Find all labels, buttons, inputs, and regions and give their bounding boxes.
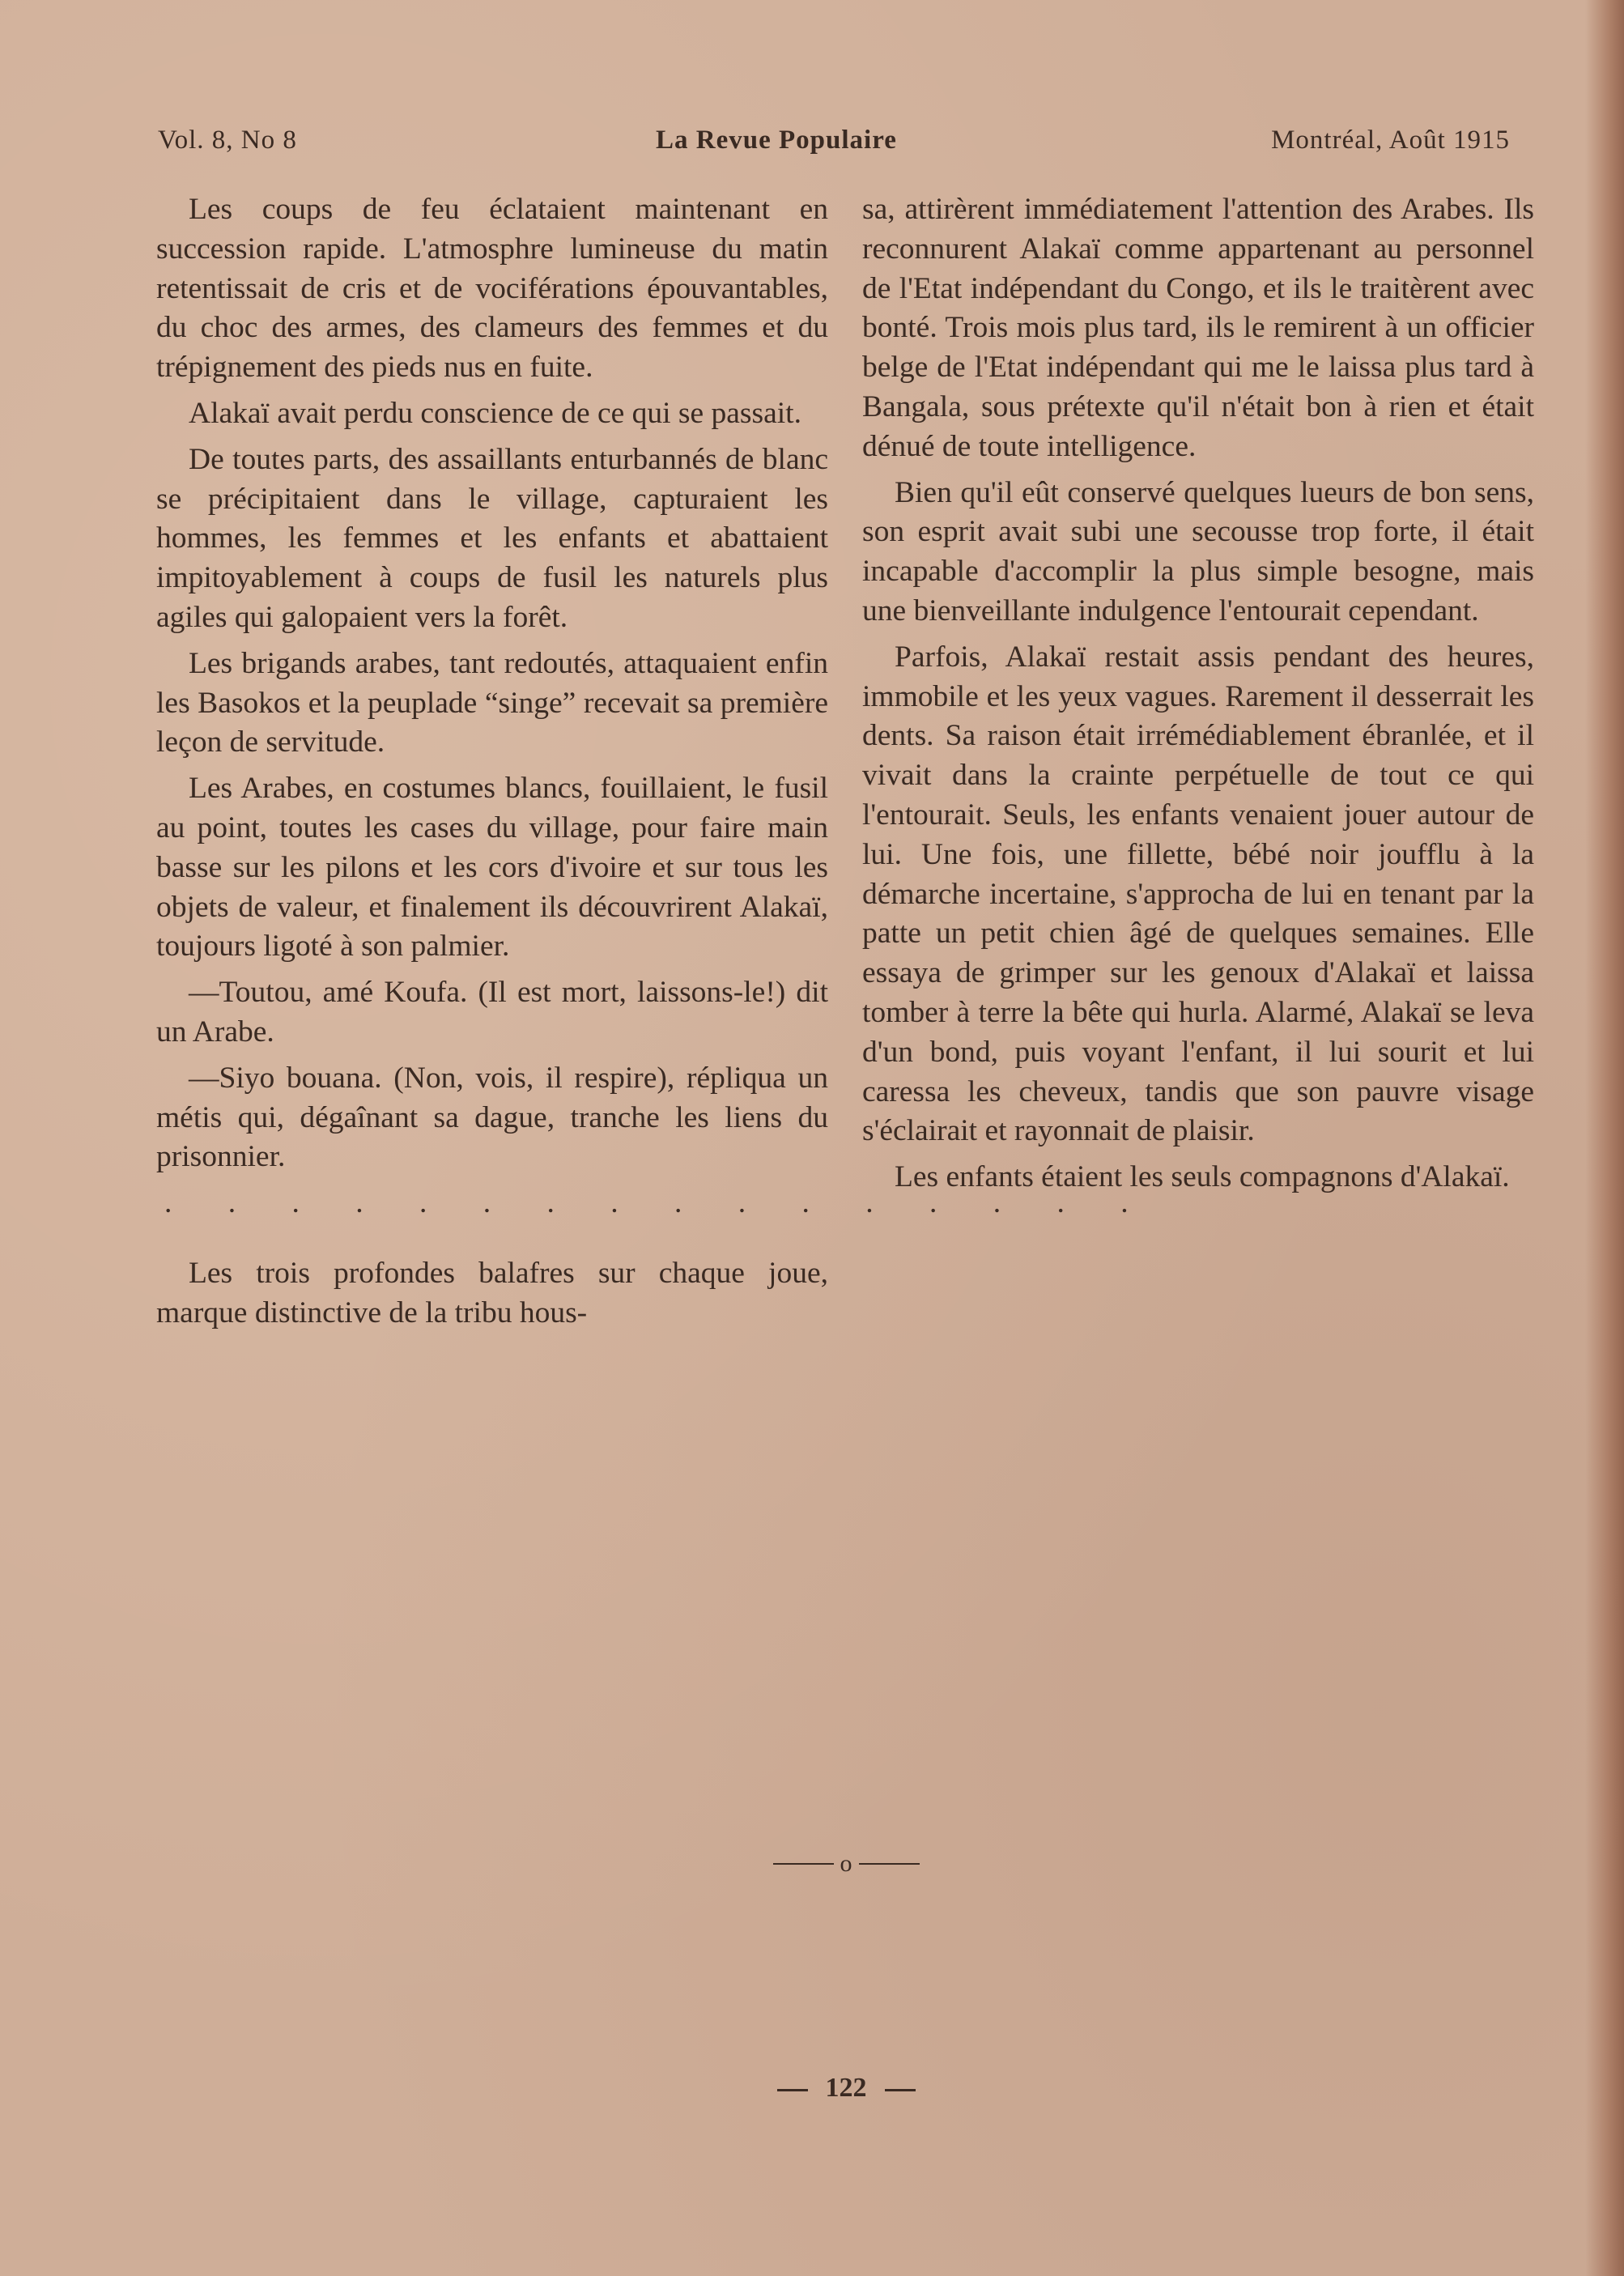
separator-line-right xyxy=(859,1863,920,1865)
paragraph: Les trois profondes balafres sur chaque joue, marque distinctive de la tribu hous- xyxy=(156,1256,828,1329)
left-column xyxy=(156,190,1153,1340)
publication-title: La Revue Populaire xyxy=(656,125,897,155)
paragraph: —Toutou, amé Koufa. (Il est mort, laissons-le!) dit un Arabe. xyxy=(156,976,828,1049)
paragraph: Les enfants étaient les seuls compagnons d'Alakaï. xyxy=(895,1160,1510,1194)
paragraph: De toutes parts, des assaillants enturbannés de blanc se précipitaient dans le village, capturaient les hommes, les femmes et les enfants et abattaient impitoyablement à coups de fusil les naturels plus agiles qui galopaient vers la forêt. xyxy=(156,442,828,634)
page-number-footer xyxy=(741,2073,951,2104)
page-number: 122 xyxy=(825,2073,867,2103)
separator-mark: o xyxy=(840,1850,852,1878)
place-date: Montréal, Août 1915 xyxy=(1271,125,1510,155)
right-column xyxy=(862,190,1534,1204)
page-edge-shadow xyxy=(1585,0,1624,2276)
dash-left xyxy=(777,2089,808,2091)
paragraph: Parfois, Alakaï restait assis pendant des heures, immobile et les yeux vagues. Rarement il desserrait les dents. Sa raison était irrémédiablement ébranlée, et il vivait dans la crainte perpétuelle de tout ce qui l'entourait. Seuls, les enfants venaient jouer autour de lui. Une fois, une fillette, bébé noir joufflu à la démarche incertaine, s'approcha de lui en tenant par la patte un petit chien âgé de quelques semaines. Elle essaya de grimper sur les genoux d'Alakaï et laissa tomber à terre la bête qui hurla. Alarmé, Alakaï se leva d'un bond, puis voyant l'enfant, il lui sourit et lui caressa les cheveux, tandis que son pauvre visage s'éclairait et rayonnait de plaisir. xyxy=(862,640,1534,1148)
paragraph: —Siyo bouana. (Non, vois, il respire), répliqua un métis qui, dégaînant sa dague, tranche les liens du prisonnier. xyxy=(156,1061,828,1174)
paragraph: Les coups de feu éclataient maintenant en succession rapide. L'atmosphre lumineuse du matin retentissait de cris et de vociférations épouvantables, du choc des armes, des clameurs des femmes et du trépignement des pieds nus en fuite. xyxy=(156,193,828,385)
volume-number: Vol. 8, No 8 xyxy=(158,125,297,155)
paragraph: Bien qu'il eût conservé quelques lueurs de bon sens, son esprit avait subi une secousse trop forte, il était incapable d'accomplir la plus simple besogne, mais une bienveillante indulgence l'entourait cependant. xyxy=(862,475,1534,627)
dash-right xyxy=(885,2089,916,2091)
section-break-dots: . . . . . . . . . . . . . . . . xyxy=(164,1186,1153,1220)
section-separator xyxy=(761,1848,931,1878)
paragraph: Les brigands arabes, tant redoutés, attaquaient enfin les Basokos et la peuplade “singe” recevait sa première leçon de servitude. xyxy=(156,646,828,759)
paragraph: Alakaï avait perdu conscience de ce qui se passait. xyxy=(189,396,801,430)
paragraph: sa, attirèrent immédiatement l'attention des Arabes. Ils reconnurent Alakaï comme appartenant au personnel de l'Etat indépendant du Congo, et ils le traitèrent avec bonté. Trois mois plus tard, ils le remirent à un officier belge de l'Etat indépendant qui me le laissa plus tard à Bangala, sous prétexte qu'il n'était bon à rien et était dénué de toute intelligence. xyxy=(862,193,1534,463)
separator-line-left xyxy=(773,1863,834,1865)
running-header xyxy=(158,125,1510,166)
paragraph: Les Arabes, en costumes blancs, fouillaient, le fusil au point, toutes les cases du village, pour faire main basse sur les pilons et les cors d'ivoire et sur tous les objets de valeur, et finalement ils découvrirent Alakaï, toujours ligoté à son palmier. xyxy=(156,772,828,964)
